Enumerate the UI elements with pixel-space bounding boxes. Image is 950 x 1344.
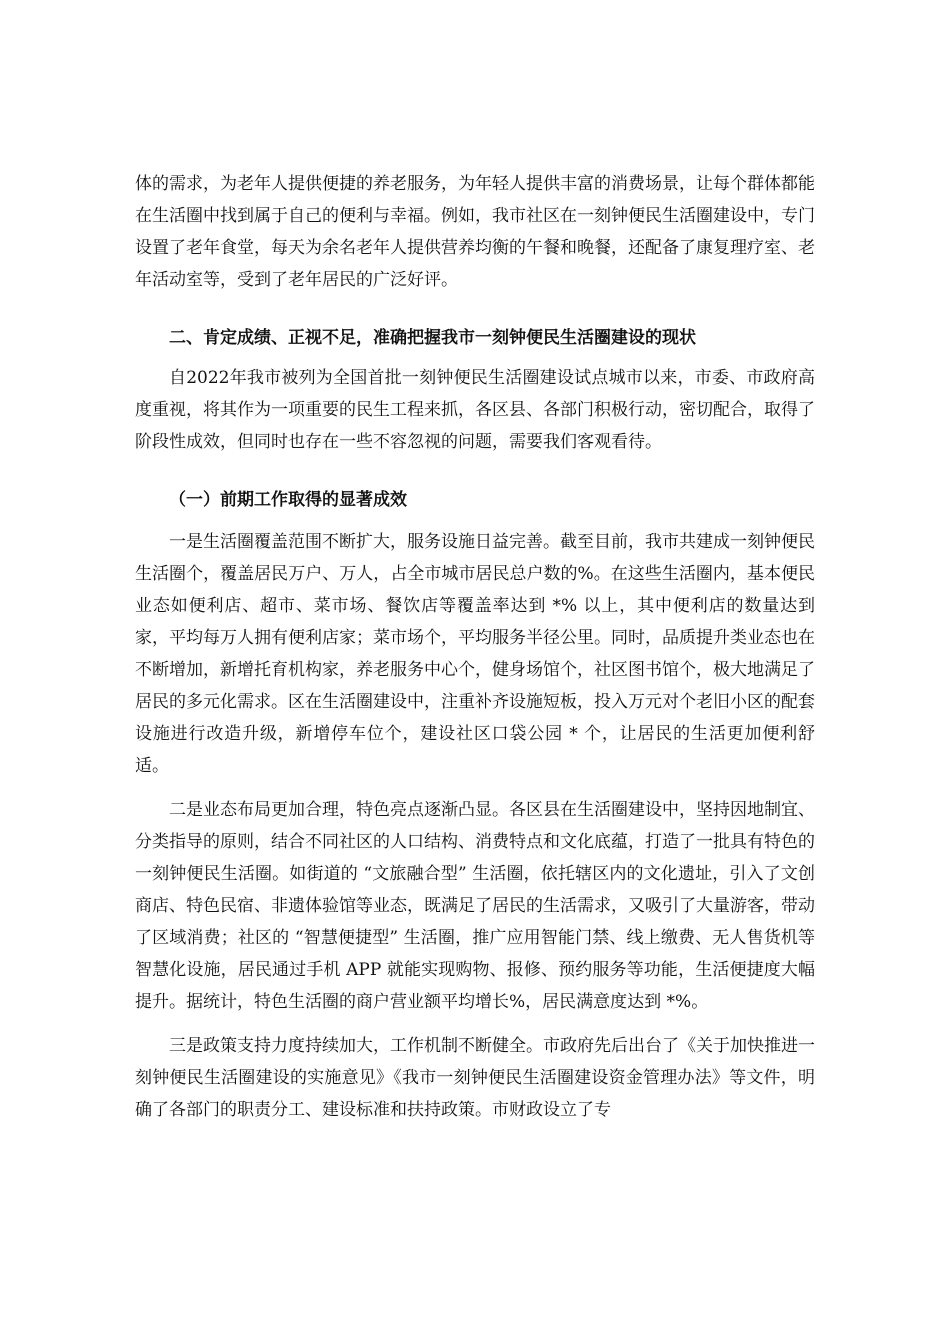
document-page [135, 168, 815, 1126]
paragraph-section-2: 自2022年我市被列为全国首批一刻钟便民生活圈建设试点城市以来，市委、市政府高度重视，将其作为一项重要的民生工程来抓，各区县、各部门积极行动，密切配合，取得了阶段性成效，但同时也存在一些不容忽视的问题，需要我们客观看待。 [135, 368, 815, 452]
paragraph-point-2: 二是业态布局更加合理，特色亮点逐渐凸显。各区县在生活圈建设中，坚持因地制宜、分类指导的原则，结合不同社区的人口结构、消费特点和文化底蕴，打造了一批具有特色的一刻钟便民生活圈。如街道的 “文旅融合型” 生活圈，依托辖区内的文化遗址，引入了文创商店、特色民宿、非遗体验馆等业态，既满足了居民的生活需求，又吸引了大量游客，带动了区域消费；社区的 “智慧便捷型” 生活圈，推广应用智能门禁、线上缴费、无人售货机等智慧化设施，居民通过手机 APP 就能实现购物、报修、预约服务等功能，生活便捷度大幅提升。据统计，特色生活圈的商户营业额平均增长%，居民满意度达到 *%。 [135, 800, 815, 1012]
subsection-heading-1: （一）前期工作取得的显著成效 [169, 490, 407, 510]
paragraph-point-3: 三是政策支持力度持续加大，工作机制不断健全。市政府先后出台了《关于加快推进一刻钟便民生活圈建设的实施意见》《我市一刻钟便民生活圈建设资金管理办法》等文件，明确了各部门的职责分工、建设标准和扶持政策。市财政设立了专 [135, 1036, 815, 1120]
paragraph-point-1: 一是生活圈覆盖范围不断扩大，服务设施日益完善。截至目前，我市共建成一刻钟便民生活圈个，覆盖居民万户、万人，占全市城市居民总户数的%。在这些生活圈内，基本便民业态如便利店、超市、菜市场、餐饮店等覆盖率达到 *% 以上，其中便利店的数量达到家，平均每万人拥有便利店家；菜市场个，平均服务半径公里。同时，品质提升类业态也在不断增加，新增托育机构家，养老服务中心个，健身场馆个，社区图书馆个，极大地满足了居民的多元化需求。区在生活圈建设中，注重补齐设施短板，投入万元对个老旧小区的配套设施进行改造升级，新增停车位个，建设社区口袋公园 * 个，让居民的生活更加便利舒适。 [135, 532, 815, 776]
paragraph-intro: 体的需求，为老年人提供便捷的养老服务，为年轻人提供丰富的消费场景，让每个群体都能在生活圈中找到属于自己的便利与幸福。例如，我市社区在一刻钟便民生活圈建设中，专门设置了老年食堂，每天为余名老年人提供营养均衡的午餐和晚餐，还配备了康复理疗室、老年活动室等，受到了老年居民的广泛好评。 [135, 174, 815, 290]
section-heading-2: 二、肯定成绩、正视不足，准确把握我市一刻钟便民生活圈建设的现状 [169, 328, 696, 348]
